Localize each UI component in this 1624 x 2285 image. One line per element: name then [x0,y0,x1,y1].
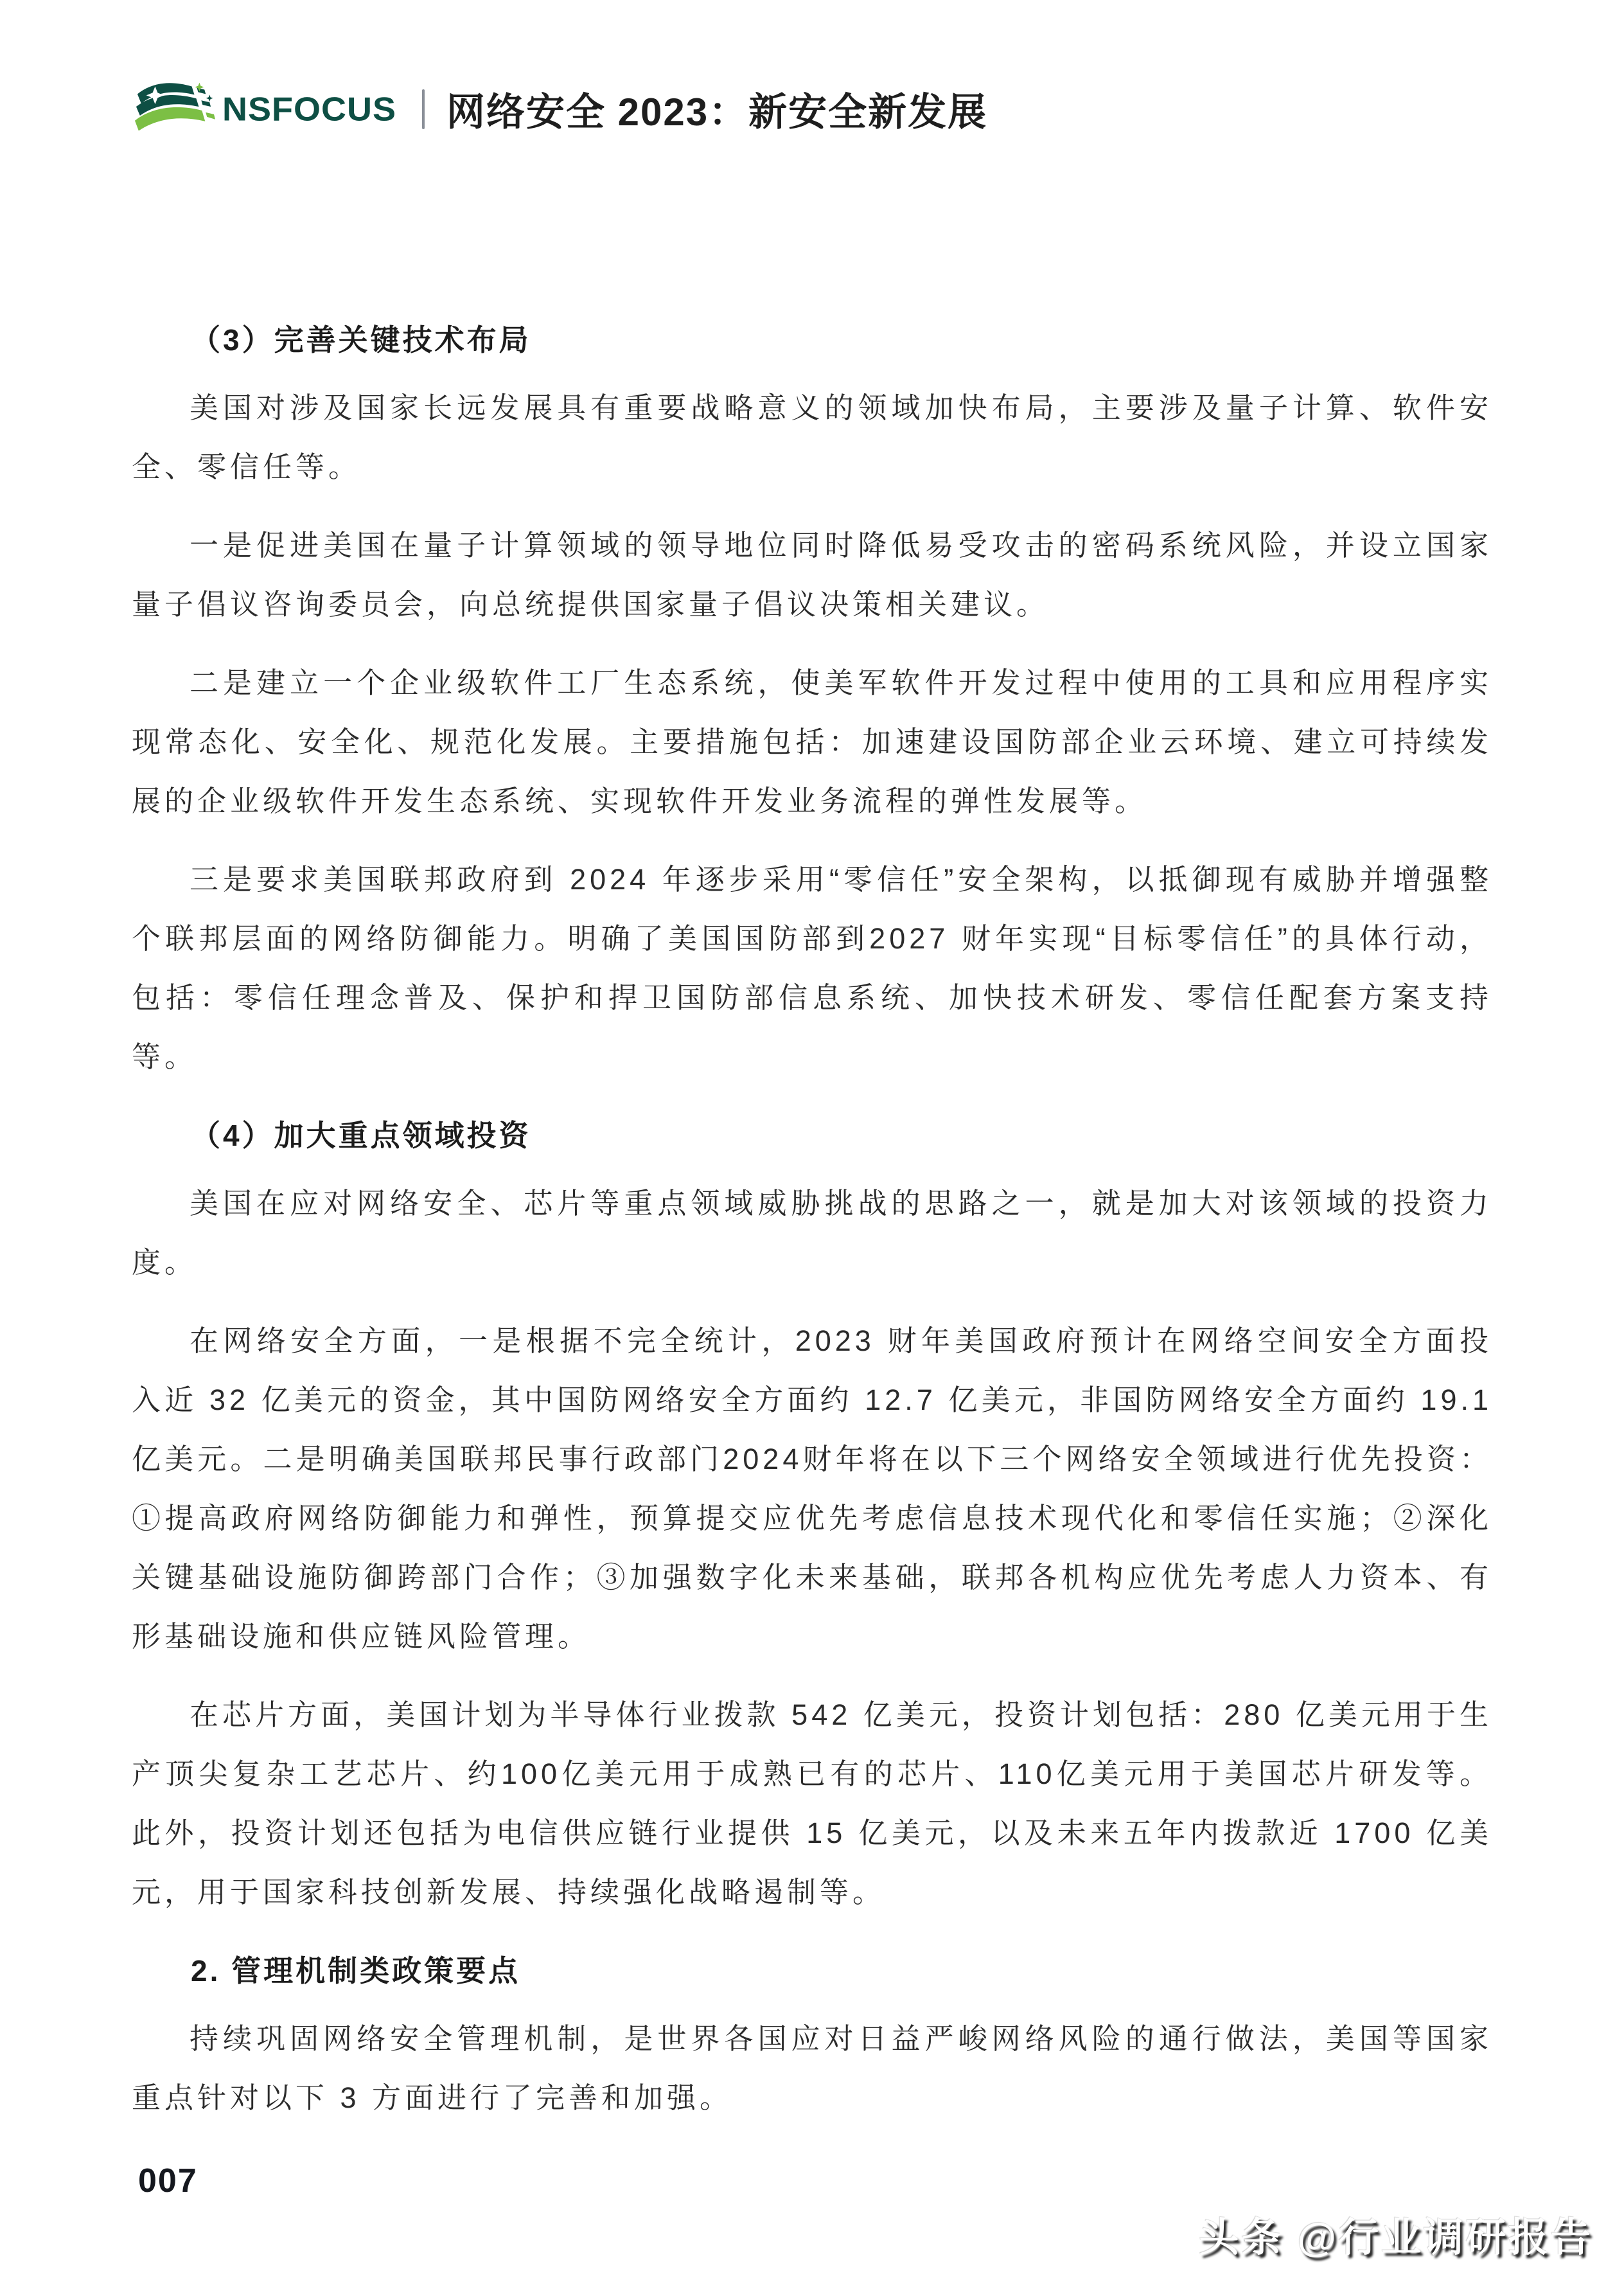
page-number: 007 [138,2162,198,2200]
page-header [134,76,1490,143]
document-title: 网络安全 2023：新安全新发展 [446,91,988,134]
paragraph-zero-trust: 三是要求美国联邦政府到 2024 年逐步采用“零信任”安全架构，以抵御现有威胁并增强整个联邦层面的网络防御能力。明确了美国国防部到2027 财年实现“目标零信任”的具体行动，包括：零信任理念普及、保护和捍卫国防部信息系统、加快技术研发、零信任配套方案支持等。 [132,863,1492,1073]
paragraph-software-factory: 二是建立一个企业级软件工厂生态系统，使美军软件开发过程中使用的工具和应用程序实现常态化、安全化、规范化发展。主要措施包括：加速建设国防部企业云环境、建立可持续发展的企业级软件开发生态系统、实现软件开发业务流程的弹性发展等。 [132,666,1492,817]
paragraph-quantum-initiative: 一是促进美国在量子计算领域的领导地位同时降低易受攻击的密码系统风险，并设立国家量子倡议咨询委员会，向总统提供国家量子倡议决策相关建议。 [132,529,1492,621]
heading-tech-layout: （3）完善关键技术布局 [191,323,531,357]
heading-investment: （4）加大重点领域投资 [191,1119,531,1152]
watermark-text: 头条 @行业调研报告 [1199,2216,1593,2260]
paragraph-cyber-budget: 在网络安全方面，一是根据不完全统计，2023 财年美国政府预计在网络空间安全方面投入近 32 亿美元的资金，其中国防网络安全方面约 12.7 亿美元，非国防网络安全方面约 19.1 亿美元。二是明确美国联邦民事行政部门2024财年将在以下三个网络安全领域进行优先投资：①提高政府网络防御能力和弹性，预算提交应优先考虑信息技术现代化和零信任实施；②深化关键基础设施防御跨部门合作；③加强数字化未来基础，联邦各机构应优先考虑人力资本、有形基础设施和供应链风险管理。 [132,1324,1492,1653]
logo-echo-mark-1 [197,88,206,94]
document-body [132,292,1492,2147]
logo-echo-mark-2 [201,100,211,107]
paragraph-strategic-fields: 美国对涉及国家长远发展具有重要战略意义的领域加快布局，主要涉及量子计算、软件安全、零信任等。 [132,391,1492,483]
heading-management-policy: 2. 管理机制类政策要点 [191,1954,521,1987]
paragraph-management-intro: 持续巩固网络安全管理机制，是世界各国应对日益严峻网络风险的通行做法，美国等国家重点针对以下 3 方面进行了完善和加强。 [132,2022,1492,2114]
logo-echo-mark-3 [206,112,215,120]
brand-wordmark: NSFOCUS [222,91,397,128]
logo-small-star-icon-2 [206,94,213,102]
paragraph-chip-funding: 在芯片方面，美国计划为半导体行业拨款 542 亿美元，投资计划包括：280 亿美元用于生产顶尖复杂工艺芯片、约100亿美元用于成熟已有的芯片、110亿美元用于美国芯片研发等。此外，投资计划还包括为电信供应链行业提供 15 亿美元，以及未来五年内拨款近 1700 亿美元，用于国家科技创新发展、持续强化战略遏制等。 [132,1698,1492,1908]
nsfocus-logo-icon [134,77,216,141]
header-divider [422,89,425,129]
paragraph-investment-intro: 美国在应对网络安全、芯片等重点领域威胁挑战的思路之一，就是加大对该领域的投资力度。 [132,1187,1492,1279]
